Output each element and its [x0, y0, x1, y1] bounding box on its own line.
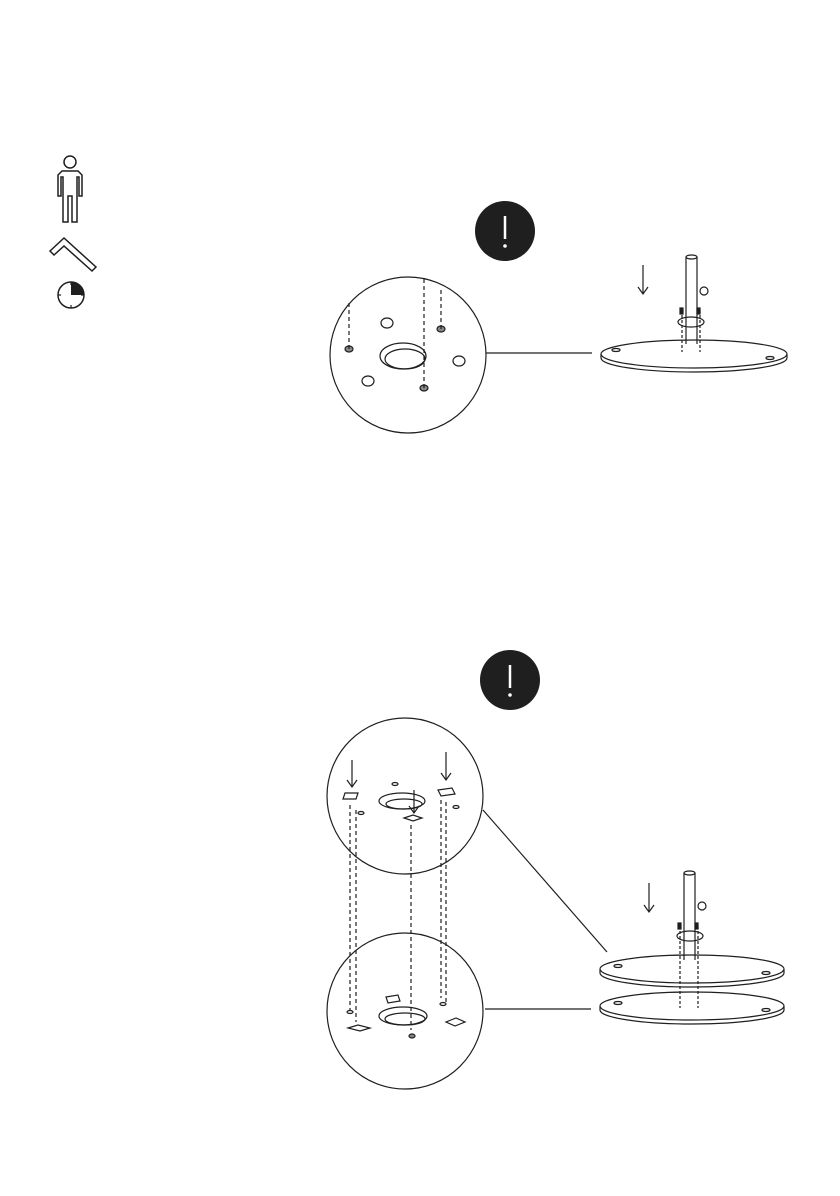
clock-icon [58, 282, 84, 308]
allen-key-icon [50, 238, 96, 271]
step-1-detail-view [330, 277, 592, 433]
step-1-warning-badge [475, 201, 535, 261]
step-2-lower-detail-view [327, 933, 591, 1089]
step-1-base-assembly [601, 255, 787, 372]
step-2-upper-detail-view [327, 718, 607, 1030]
person-icon [58, 156, 82, 222]
step-2-base-assembly [600, 871, 784, 1024]
step-2-warning-badge [480, 650, 540, 710]
